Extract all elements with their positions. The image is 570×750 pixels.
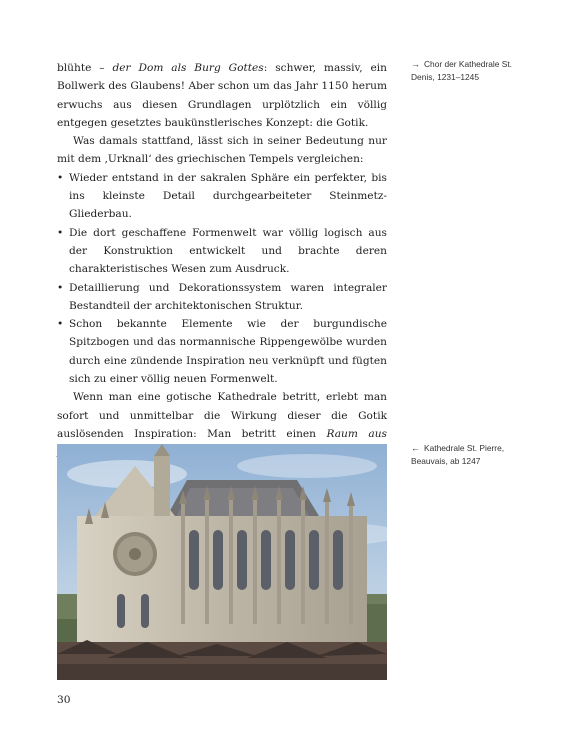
caption-beauvais (411, 442, 531, 468)
paragraph-1-text-a: blühte – (57, 62, 113, 74)
bullet-text: Die dort geschaffene Formenwelt war völlig logisch aus der Konstruktion entwickelt und brachte deren charakteristisches Wesen zum Ausdruck. (69, 226, 387, 276)
arrow-right-icon: → (411, 59, 420, 69)
bullet-dot: • (57, 171, 64, 184)
cathedral-illustration (57, 444, 387, 680)
bullet-dot: • (57, 318, 64, 331)
cathedral-photo (57, 444, 387, 680)
bullet-dot: • (57, 281, 64, 294)
page-number: 30 (57, 694, 71, 706)
bullet-text: Schon bekannte Elemente wie der burgundische Spitzbogen und das normannische Rippengewölbe wurden durch eine zündende Inspiration neu verknüpft und fügten sich zu einer völlig neuen Formenwelt. (69, 318, 387, 386)
bullet-item (57, 315, 387, 388)
bullet-item (57, 279, 387, 316)
arrow-left-icon: ← (411, 443, 420, 453)
bullet-text: Detaillierung und Dekorationssystem waren integraler Bestandteil der architektonischen Struktur. (69, 281, 387, 312)
paragraph-1-emphasis: der Dom als Burg Gottes (112, 62, 264, 74)
bullet-dot: • (57, 226, 64, 239)
paragraph-3-emphasis: Raum aus (326, 427, 387, 440)
bullet-item (57, 169, 387, 224)
caption-text: Kathedrale St. Pierre, Beauvais, ab 1247 (411, 443, 505, 466)
paragraph-1-text-b: : schwer, massiv, ein Bollwerk des Glaubens! Aber schon um das Jahr 1150 herum erwuchs aus diesen Grundlagen urplötzlich ein völlig entgegen gesetztes baukünstlerisches Konzept: die Gotik. (57, 62, 387, 129)
caption-st-denis (411, 58, 531, 84)
bullet-text: Wieder entstand in der sakralen Sphäre ein perfekter, bis ins kleinste Detail durchgearbeiteter Steinmetz-Gliederbau. (69, 171, 387, 221)
bullet-item (57, 224, 387, 279)
paragraph-3-text-a: Wenn man eine gotische Kathedrale betritt, erlebt man sofort und unmittelbar die Wirkung dieser die Gotik auslösenden Inspiration: Man betritt einen (57, 391, 387, 440)
paragraph-2: Was damals stattfand, lässt sich in seiner Bedeutung nur mit dem ‚Urknall‘ des griechischen Tempels vergleichen: (57, 135, 387, 166)
paragraph-1 (57, 59, 387, 132)
caption-text: Chor der Kathedrale St. Denis, 1231–1245 (411, 59, 512, 82)
